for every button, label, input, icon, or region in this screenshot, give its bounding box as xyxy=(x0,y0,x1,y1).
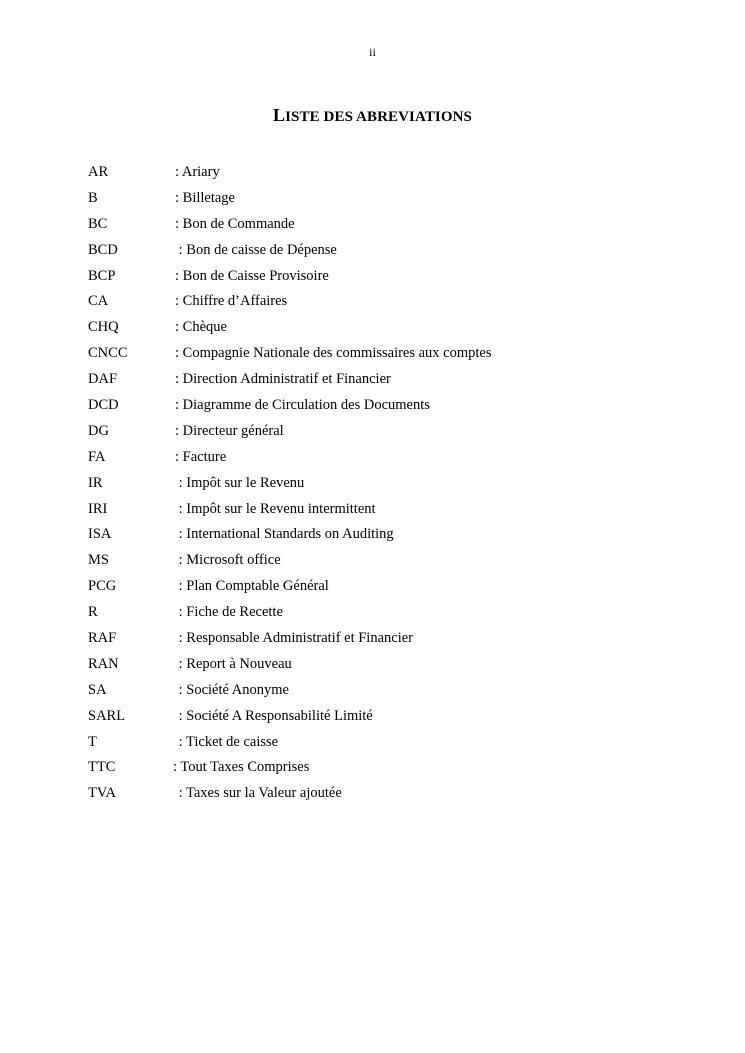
abbreviation-code: RAF xyxy=(88,630,117,647)
abbreviation-definition: : Responsable Administratif et Financier xyxy=(175,630,413,647)
abbreviation-list xyxy=(88,160,688,807)
abbreviation-code: ISA xyxy=(88,526,112,543)
abbreviation-definition: : Report à Nouveau xyxy=(175,655,292,672)
abbreviation-code: CA xyxy=(88,293,109,310)
abbreviation-definition: : Plan Comptable Général xyxy=(175,578,329,595)
abbreviation-row xyxy=(88,652,688,678)
abbreviation-row xyxy=(88,497,688,523)
abbreviation-code: IRI xyxy=(88,500,108,517)
abbreviation-code: SA xyxy=(88,681,107,698)
abbreviation-code: BC xyxy=(88,215,108,232)
abbreviation-row xyxy=(88,522,688,548)
abbreviation-definition: : Facture xyxy=(175,448,227,465)
abbreviation-code: SARL xyxy=(88,707,126,724)
abbreviation-code: TVA xyxy=(88,785,116,802)
abbreviation-definition: : Fiche de Recette xyxy=(175,604,283,621)
abbreviation-row xyxy=(88,600,688,626)
abbreviation-code: BCP xyxy=(88,267,116,284)
abbreviation-row xyxy=(88,367,688,393)
abbreviation-row xyxy=(88,186,688,212)
abbreviation-code: T xyxy=(88,733,97,750)
abbreviation-definition: : Taxes sur la Valeur ajoutée xyxy=(175,785,342,802)
abbreviation-row xyxy=(88,315,688,341)
abbreviation-row xyxy=(88,755,688,781)
abbreviation-row xyxy=(88,160,688,186)
abbreviation-code: TTC xyxy=(88,759,116,776)
abbreviation-definition: : Société A Responsabilité Limité xyxy=(175,707,373,724)
abbreviation-definition: : Bon de caisse de Dépense xyxy=(175,241,337,258)
abbreviation-code: RAN xyxy=(88,655,119,672)
abbreviation-definition: : Ticket de caisse xyxy=(175,733,279,750)
abbreviation-row xyxy=(88,471,688,497)
abbreviation-row xyxy=(88,548,688,574)
abbreviation-row xyxy=(88,781,688,807)
abbreviation-code: CNCC xyxy=(88,345,128,362)
abbreviation-row xyxy=(88,341,688,367)
abbreviation-row xyxy=(88,264,688,290)
abbreviation-code: FA xyxy=(88,448,106,465)
abbreviation-code: CHQ xyxy=(88,319,119,336)
abbreviation-row xyxy=(88,419,688,445)
abbreviation-row xyxy=(88,730,688,756)
abbreviation-code: DG xyxy=(88,422,109,439)
abbreviation-row xyxy=(88,289,688,315)
abbreviation-row xyxy=(88,445,688,471)
abbreviation-definition: : Bon de Commande xyxy=(175,215,295,232)
abbreviation-definition: : Compagnie Nationale des commissaires aux comptes xyxy=(175,345,492,362)
abbreviation-code: BCD xyxy=(88,241,118,258)
page-title-rest: ISTE DES ABREVIATIONS xyxy=(285,109,472,125)
abbreviation-code: AR xyxy=(88,164,109,180)
abbreviation-code: PCG xyxy=(88,578,117,595)
abbreviation-row xyxy=(88,393,688,419)
abbreviation-definition: : Impôt sur le Revenu intermittent xyxy=(175,500,376,517)
page-title-first-letter: L xyxy=(273,105,286,125)
abbreviation-definition: : Tout Taxes Comprises xyxy=(173,759,310,776)
abbreviation-definition: : Microsoft office xyxy=(175,552,281,569)
abbreviation-code: MS xyxy=(88,552,109,569)
abbreviation-definition: : Société Anonyme xyxy=(175,681,289,698)
abbreviation-definition: : International Standards on Auditing xyxy=(175,526,394,543)
abbreviation-row xyxy=(88,678,688,704)
abbreviation-definition: : Chèque xyxy=(175,319,227,336)
abbreviation-code: DAF xyxy=(88,371,118,388)
abbreviation-definition: : Directeur général xyxy=(175,422,284,439)
abbreviation-row xyxy=(88,238,688,264)
abbreviation-definition: : Impôt sur le Revenu xyxy=(175,474,305,491)
abbreviation-definition: : Bon de Caisse Provisoire xyxy=(175,267,329,284)
abbreviation-definition: : Billetage xyxy=(175,189,235,206)
page-title xyxy=(0,104,745,128)
abbreviation-definition: : Diagramme de Circulation des Documents xyxy=(175,397,430,414)
abbreviation-row xyxy=(88,574,688,600)
abbreviation-code: B xyxy=(88,189,98,206)
page-number: ii xyxy=(369,45,376,59)
abbreviation-code: IR xyxy=(88,474,103,491)
abbreviation-definition: : Chiffre d’Affaires xyxy=(175,293,288,310)
abbreviation-code: R xyxy=(88,604,98,621)
abbreviation-definition: : Direction Administratif et Financier xyxy=(175,371,391,388)
abbreviation-row xyxy=(88,704,688,730)
abbreviation-row xyxy=(88,212,688,238)
abbreviation-code: DCD xyxy=(88,397,119,414)
abbreviation-definition: : Ariary xyxy=(175,164,220,180)
abbreviation-row xyxy=(88,626,688,652)
